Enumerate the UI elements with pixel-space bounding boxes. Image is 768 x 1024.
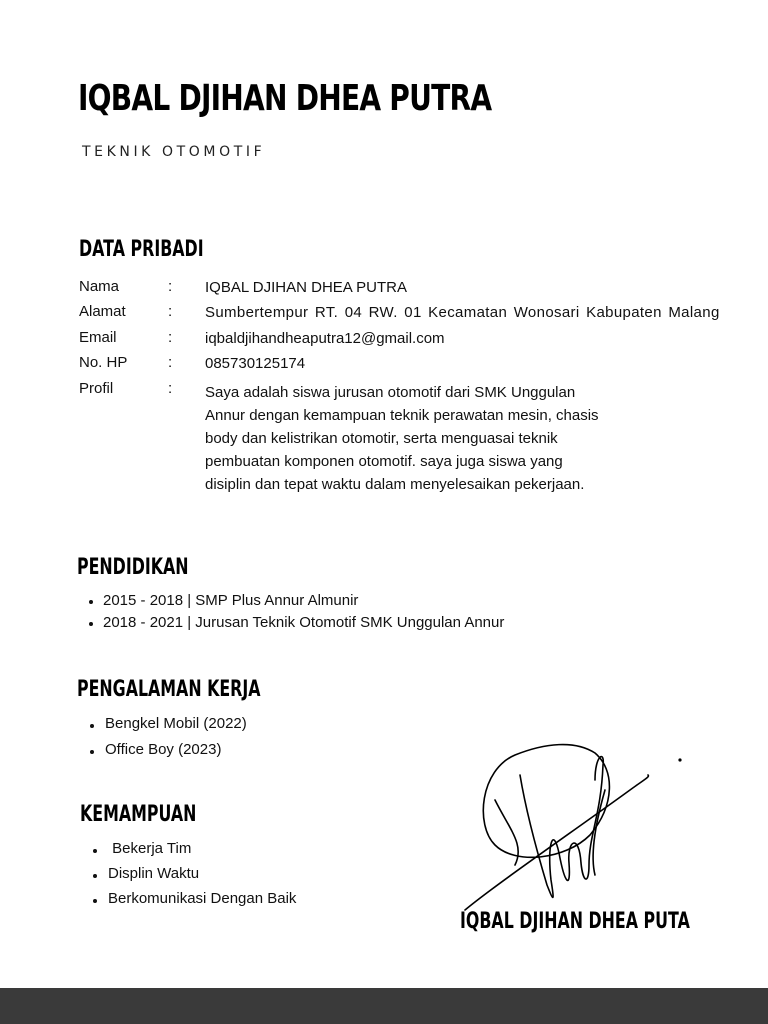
section-heading-pengalaman-kerja: PENGALAMAN KERJA [77,677,261,702]
info-value-hp: 085730125174 [205,355,306,372]
footer-bar [0,988,768,1024]
cv-name-title: IQBAL DJIHAN DHEA PUTRA [78,78,492,119]
list-item [108,889,296,914]
bullet-icon [90,724,94,728]
info-colon: : [168,380,173,397]
section-heading-kemampuan: KEMAMPUAN [80,802,197,827]
info-colon: : [168,329,173,346]
info-colon: : [168,278,173,295]
list-item-text: Bekerja Tim [108,840,192,857]
info-row-hp [0,354,768,376]
info-value-alamat: Sumbertempur RT. 04 RW. 01 Kecamatan Wonosari Kabupaten Malang [205,304,720,321]
list-item-text: 2018 - 2021 | Jurusan Teknik Otomotif SMK Unggulan Annur [103,614,505,631]
info-label: Email [79,329,117,346]
list-item [103,613,504,635]
bullet-icon [89,600,93,604]
list-item [103,591,504,613]
info-label: Alamat [79,303,126,320]
signature-image [455,735,695,915]
profil-line: body dan kelistrikan otomotir, serta menguasai teknik [205,430,558,447]
profil-line: pembuatan komponen otomotif. saya juga siswa yang [205,453,563,470]
profil-line: disiplin dan tepat waktu dalam menyelesaikan pekerjaan. [205,476,585,493]
bullet-icon [93,849,97,853]
list-item-text: 2015 - 2018 | SMP Plus Annur Almunir [103,592,359,609]
list-item-text: Bengkel Mobil (2022) [105,715,247,732]
info-colon: : [168,354,173,371]
info-row-nama [0,278,768,300]
profil-line: Annur dengan kemampuan teknik perawatan mesin, chasis [205,407,599,424]
list-item [108,864,296,889]
bullet-icon [93,899,97,903]
info-label: Nama [79,278,120,295]
cv-subtitle: TEKNIK OTOMOTIF [82,144,266,160]
info-value-nama: IQBAL DJIHAN DHEA PUTRA [205,279,407,296]
list-item [105,714,247,740]
info-row-alamat [0,303,768,325]
bullet-icon [90,750,94,754]
bullet-icon [89,622,93,626]
info-colon: : [168,303,173,320]
section-heading-data-pribadi: DATA PRIBADI [79,237,204,262]
profil-paragraph [205,381,599,496]
list-item [105,740,247,766]
info-label: No. HP [79,354,128,371]
list-item-text: Office Boy (2023) [105,741,222,758]
info-row-email [0,329,768,351]
bullet-icon [93,874,97,878]
list-item-text: Berkomunikasi Dengan Baik [108,890,297,907]
profil-line: Saya adalah siswa jurusan otomotif dari SMK Unggulan [205,384,576,401]
signature-name: IQBAL DJIHAN DHEA PUTA [460,909,690,934]
info-label: Profil [79,380,114,397]
list-item [108,839,296,864]
kemampuan-list [108,839,296,914]
list-item-text: Displin Waktu [108,865,200,882]
section-heading-pendidikan: PENDIDIKAN [77,555,189,580]
info-value-email: iqbaldjihandheaputra12@gmail.com [205,330,445,347]
pengalaman-list [105,714,247,766]
pendidikan-list [103,591,504,635]
